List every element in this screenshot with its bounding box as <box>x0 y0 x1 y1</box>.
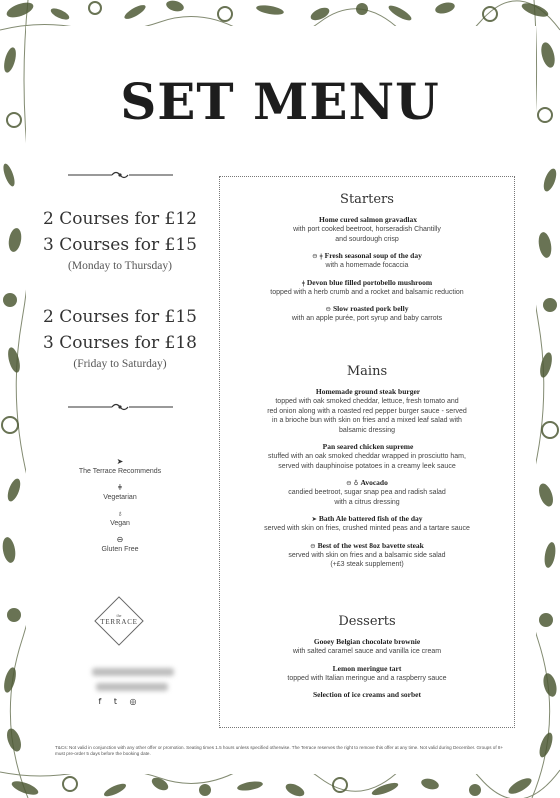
section-title-mains: Mains <box>346 364 388 379</box>
price-three-courses-weekday: 3 Courses for £15 <box>43 235 197 255</box>
dish-title: Bath Ale battered fish of the day <box>318 514 423 523</box>
dish-desc: with port cooked beetroot, horseradish Chantilly <box>293 226 441 233</box>
gluten-free-icon: ⊖ <box>116 535 124 544</box>
dish-title: Fresh seasonal soup of the day <box>324 251 422 260</box>
dish-marks: ➤ <box>311 515 317 523</box>
blurred-contact-line-1 <box>92 668 174 676</box>
dish-desc: topped with oak smoked cheddar, lettuce, fresh tomato and <box>275 398 459 405</box>
vegan-icon: ♁ <box>117 509 123 518</box>
facebook-icon[interactable]: f <box>98 697 107 706</box>
price-two-courses-weekend: 2 Courses for £15 <box>43 307 197 327</box>
terrace-logo <box>90 592 148 650</box>
dish-marks: ⊖ ♁ <box>346 479 359 487</box>
dish-desc: balsamic dressing <box>338 426 396 434</box>
dietary-key <box>60 457 180 561</box>
section-title-desserts: Desserts <box>338 614 396 629</box>
dish-title: Slow roasted pork belly <box>332 304 409 313</box>
key-label-vegan: Vegan <box>110 520 130 527</box>
dish-name <box>219 664 515 674</box>
dish-name <box>219 387 515 397</box>
pricing-weekend <box>40 304 200 370</box>
dish-title: Gooey Belgian chocolate brownie <box>313 637 421 646</box>
dish-desc: stuffed with an oak smoked cheddar wrapped in prosciutto ham, <box>268 453 466 460</box>
dish-desc: candied beetroot, sugar snap pea and radish salad <box>288 489 446 496</box>
dish-marks: ⊖ <box>310 541 316 550</box>
dish-name <box>219 541 515 551</box>
key-label-recommends: The Terrace Recommends <box>78 468 162 475</box>
divider-ornament-bottom <box>68 402 173 412</box>
dish-title: Avocado <box>360 478 388 487</box>
dish-marks: ⊖ <box>325 305 331 313</box>
dish-name <box>219 690 515 700</box>
mains-section <box>219 364 515 570</box>
dish-marks: ǂ <box>301 278 305 287</box>
blurred-contact-line-2 <box>96 683 168 691</box>
price-two-courses-weekday: 2 Courses for £12 <box>43 209 197 229</box>
starters-section <box>219 192 515 324</box>
dish-desc: topped with a herb crumb and a rocket and balsamic reduction <box>270 288 464 296</box>
dish-desc: red onion along with a roasted red pepper burger sauce - served <box>267 407 467 415</box>
dish-desc: served with skin on fries, crushed minted peas and a tartare sauce <box>264 525 470 532</box>
page-title: SET MENU <box>120 72 440 131</box>
recommends-icon: ➤ <box>116 457 124 466</box>
dish-title: Homemade ground steak burger <box>315 387 421 396</box>
dish-name <box>219 251 515 261</box>
dish-desc: with a citrus dressing <box>334 498 400 506</box>
key-label-gluten-free: Gluten Free <box>101 546 139 553</box>
dish-desc: served with skin on fries and a balsamic side salad <box>288 551 446 559</box>
dish-name <box>219 215 515 225</box>
instagram-icon[interactable]: ◎ <box>129 697 142 706</box>
vegetarian-icon: ǂ <box>117 483 123 492</box>
dish-desc: and sourdough crisp <box>335 235 399 243</box>
pricing-weekday <box>40 206 200 272</box>
days-weekend: (Friday to Saturday) <box>73 358 167 370</box>
dish-name <box>219 304 515 314</box>
dish-name <box>219 514 515 524</box>
dish-title: Best of the west 8oz bavette steak <box>317 540 424 550</box>
dish-title: Selection of ice creams and sorbet <box>313 690 421 699</box>
dish-desc: with an apple purée, port syrup and baby carrots <box>291 315 443 322</box>
divider-ornament-top <box>68 170 173 180</box>
desserts-section <box>219 614 515 700</box>
social-links <box>0 697 240 706</box>
dish-marks: ⊖ ǂ <box>312 252 323 260</box>
dish-name <box>219 478 515 488</box>
dish-desc: in a brioche bun with skin on fries and a mixed leaf salad with <box>272 417 462 424</box>
dish-title: Home cured salmon gravadlax <box>319 215 417 224</box>
dish-title: Pan seared chicken supreme <box>322 442 414 451</box>
dish-desc: served with dauphinoise potatoes in a creamy leek sauce <box>278 462 456 470</box>
dish-desc: (+£3 steak supplement) <box>330 561 404 568</box>
dish-title: Lemon meringue tart <box>332 663 402 673</box>
price-three-courses-weekend: 3 Courses for £18 <box>43 333 197 353</box>
section-title-starters: Starters <box>340 192 394 207</box>
dish-title: Devon blue filled portobello mushroom <box>306 277 433 287</box>
key-label-vegetarian: Vegetarian <box>103 494 137 501</box>
dish-desc: with a homemade focaccia <box>325 262 409 269</box>
twitter-icon[interactable]: t <box>113 697 122 706</box>
days-weekday: (Monday to Thursday) <box>68 260 172 272</box>
dish-desc: topped with Italian meringue and a raspberry sauce <box>287 674 447 682</box>
logo-small-text: the <box>116 613 122 618</box>
terms-footer: T&Cs: Not valid in conjunction with any other offer or promotion. Seating times 1.5 hours unless specified otherwise. The Terrace reserves the right to remove this offer at any time. Not valid during December. Groups of 8+ must pre-order 5 days before the booking date. <box>55 745 504 756</box>
dish-desc: with salted caramel sauce and vanilla ice cream <box>292 648 442 655</box>
logo-name: TERRACE <box>100 618 138 626</box>
dish-name <box>219 278 515 288</box>
dish-name <box>219 637 515 647</box>
dish-name <box>219 442 515 452</box>
